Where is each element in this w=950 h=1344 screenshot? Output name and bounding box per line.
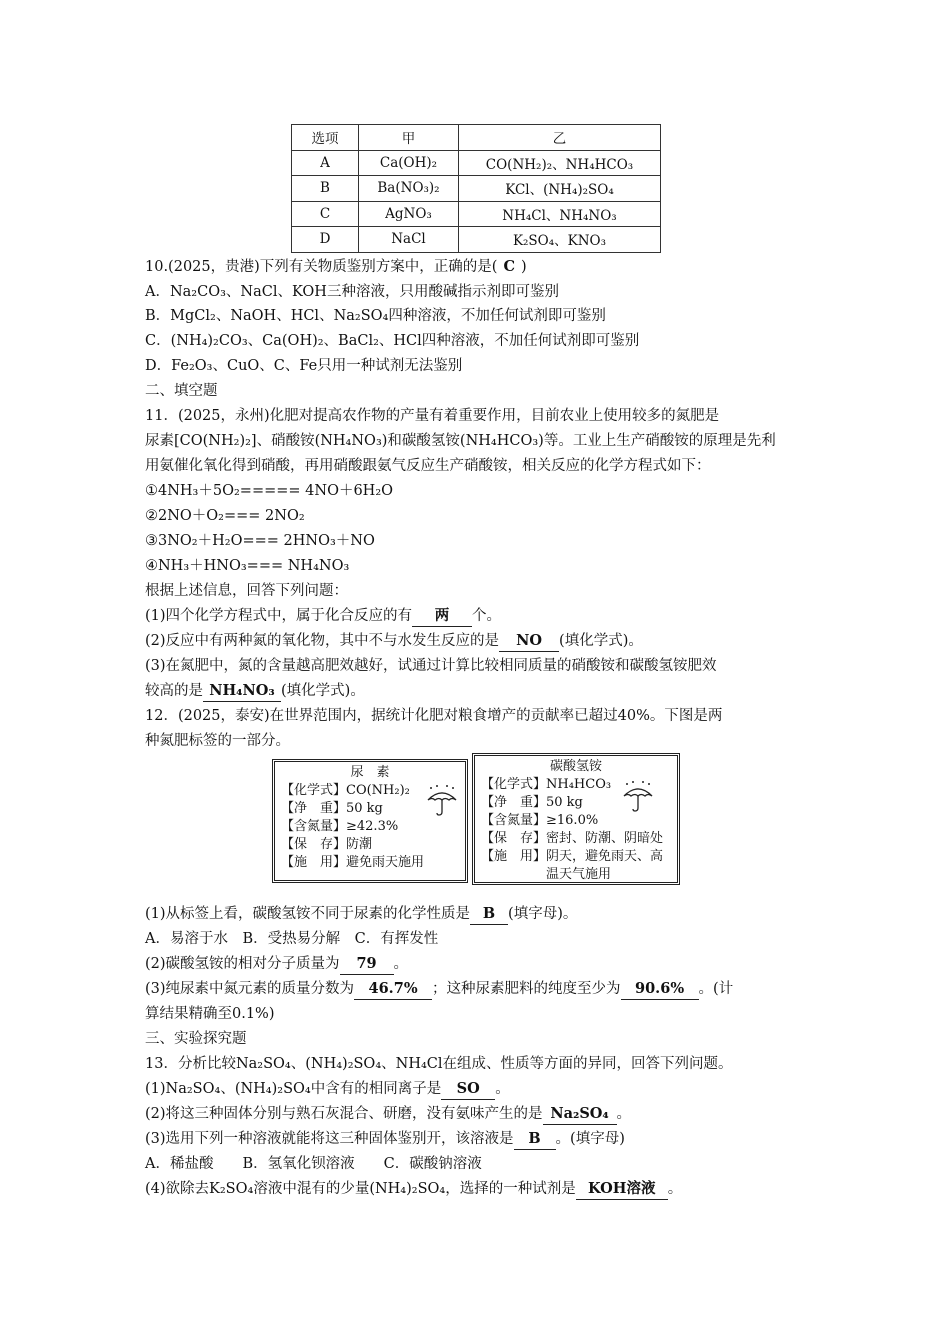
q12-part-3-post: 。(计 (698, 981, 734, 997)
q11-part-2-post: (填化学式)。 (559, 633, 643, 649)
q13-part-2-post: 。 (616, 1106, 632, 1122)
urea-label-row: 【化学式】CO(NH₂)₂ (281, 783, 410, 798)
table-cell: NaCl (359, 227, 459, 253)
q11-part-2 (145, 631, 643, 652)
q12-part-2-post: 。 (393, 956, 409, 972)
ammonium-bicarbonate-label-row: 【含氮量】≥16.0% (481, 813, 599, 828)
q10-option-d: D．Fe₂O₃、CuO、C、Fe只用一种试剂无法鉴别 (145, 358, 463, 374)
q13-part-4-text: (4)欲除去K₂SO₄溶液中混有的少量(NH₄)₂SO₄，选择的一种试剂是 (145, 1181, 576, 1197)
q10-stem (145, 257, 527, 277)
q13-part-3-post: 。(填字母) (555, 1131, 625, 1147)
q10-close: ) (520, 259, 527, 275)
q11-part-1 (145, 606, 501, 627)
table-header: 选项 (292, 125, 359, 151)
q12-part-3 (145, 979, 733, 1000)
table-cell: CO(NH₂)₂、NH₄HCO₃ (459, 150, 661, 176)
table-cell: Ca(OH)₂ (359, 150, 459, 176)
q11-part-1-post: 个。 (472, 608, 502, 624)
options-table (291, 124, 661, 253)
q12-part-2-answer: 79 (340, 954, 394, 975)
table-cell: Ba(NO₃)₂ (359, 176, 459, 202)
q11-intro: 根据上述信息，回答下列问题： (145, 583, 348, 599)
umbrella-rain-icon (621, 780, 655, 814)
umbrella-rain-icon (425, 784, 459, 818)
ammonium-bicarbonate-label-row: 【施 用】阴天，避免雨天、高 (481, 849, 664, 864)
q12-line-2: 种氮肥标签的一部分。 (145, 733, 290, 749)
q11-part-1-answer: 两 (412, 606, 472, 627)
ammonium-bicarbonate-label-row: 【化学式】NH₄HCO₃ (481, 777, 612, 792)
q11-part-3-post: (填化学式)。 (281, 683, 365, 699)
table-cell: C (292, 201, 359, 227)
table-header: 甲 (359, 125, 459, 151)
table-header: 乙 (459, 125, 661, 151)
q12-part-1 (145, 904, 577, 925)
q11-line-3: 用氨催化氧化得到硝酸，再用硝酸跟氨气反应生产硝酸铵，相关反应的化学方程式如下： (145, 458, 711, 474)
q13-part-2-text: (2)将这三种固体分别与熟石灰混合、研磨，没有氨味产生的是 (145, 1106, 543, 1122)
ammonium-bicarbonate-label-row: 【净 重】50 kg (481, 795, 583, 810)
q13-part-2-answer: Na₂SO₄ (543, 1104, 617, 1125)
q10-option-a: A．Na₂CO₃、NaCl、KOH三种溶液，只用酸碱指示剂即可鉴别 (145, 284, 559, 300)
table-cell: KCl、(NH₄)₂SO₄ (459, 176, 661, 202)
q13-part-1-post: 。 (495, 1081, 510, 1097)
section-fill-in-title: 二、填空题 (145, 383, 218, 399)
table-row (292, 201, 661, 227)
q11-part-3 (145, 681, 365, 702)
ammonium-bicarbonate-label-row: 【保 存】密封、防潮、阴暗处 (481, 831, 664, 846)
ammonium-bicarbonate-label (472, 753, 680, 885)
table-row (292, 176, 661, 202)
urea-label-row: 【含氮量】≥42.3% (281, 819, 399, 834)
q12-part-3-line-2: 算结果精确至0.1%) (145, 1006, 275, 1022)
q12-part-3-answer-1: 46.7% (354, 979, 432, 1000)
q12-part-1-post: (填字母)。 (508, 906, 578, 922)
urea-label-row: 【施 用】避免雨天施用 (281, 855, 425, 870)
q11-equation-2: ②2NO＋O₂=== 2NO₂ (145, 508, 305, 524)
q13-part-1-answer: SO (441, 1079, 495, 1100)
q13-part-4-answer: KOH溶液 (576, 1179, 668, 1200)
urea-label-row: 【净 重】50 kg (281, 801, 383, 816)
q13-stem: 13．分析比较Na₂SO₄、(NH₄)₂SO₄、NH₄Cl在组成、性质等方面的异同，回答下列问题。 (145, 1056, 733, 1072)
urea-label (272, 759, 468, 883)
table-cell: D (292, 227, 359, 253)
q13-part-3-answer: B (514, 1129, 556, 1150)
table-cell: K₂SO₄、KNO₃ (459, 227, 661, 253)
q10-answer: C (503, 258, 515, 275)
q12-part-3-answer-2: 90.6% (621, 979, 699, 1000)
q13-part-2 (145, 1104, 631, 1125)
table-header-row (292, 125, 661, 151)
table-cell: A (292, 150, 359, 176)
q12-part-3-text: (3)纯尿素中氮元素的质量分数为 (145, 981, 355, 997)
q12-part-2 (145, 954, 408, 975)
urea-label-title: 尿 素 (350, 765, 390, 780)
q11-equation-1: ①4NH₃＋5O₂===== 4NO＋6H₂O (145, 483, 394, 499)
q11-equation-4: ④NH₃＋HNO₃=== NH₄NO₃ (145, 558, 350, 574)
table-cell: AgNO₃ (359, 201, 459, 227)
q12-part-1-text: (1)从标签上看，碳酸氢铵不同于尿素的化学性质是 (145, 906, 471, 922)
q12-part-1-options: A．易溶于水 B．受热易分解 C．有挥发性 (145, 931, 439, 947)
q11-equation-3: ③3NO₂＋H₂O=== 2HNO₃＋NO (145, 533, 375, 549)
q12-part-2-text: (2)碳酸氢铵的相对分子质量为 (145, 956, 340, 972)
q12-part-1-answer: B (470, 904, 508, 925)
ammonium-bicarbonate-label-title: 碳酸氢铵 (549, 759, 602, 774)
q12-line-1: 12．(2025，泰安)在世界范围内，据统计化肥对粮食增产的贡献率已超过40%。下图是两 (145, 708, 723, 724)
q13-part-1-text: (1)Na₂SO₄、(NH₄)₂SO₄中含有的相同离子是 (145, 1081, 442, 1097)
q13-part-3-options: A．稀盐酸 B．氢氧化钡溶液 C．碳酸钠溶液 (145, 1156, 482, 1172)
q11-part-2-answer: NO (499, 631, 559, 652)
q10-option-c: C．(NH₄)₂CO₃、Ca(OH)₂、BaCl₂、HCl四种溶液，不加任何试剂即可鉴别 (145, 333, 640, 349)
q10-option-b: B．MgCl₂、NaOH、HCl、Na₂SO₄四种溶液，不加任何试剂即可鉴别 (145, 308, 606, 324)
table-cell: B (292, 176, 359, 202)
q13-part-4 (145, 1179, 682, 1200)
q11-part-1-text: (1)四个化学方程式中，属于化合反应的有 (145, 608, 413, 624)
q11-part-3-line-1: (3)在氮肥中，氮的含量越高肥效越好，试通过计算比较相同质量的硝酸铵和碳酸氢铵肥效 (145, 658, 717, 674)
urea-label-row: 【保 存】防潮 (281, 837, 373, 852)
q12-part-3-mid: ；这种尿素肥料的纯度至少为 (432, 981, 621, 997)
q13-part-1 (145, 1079, 510, 1100)
ammonium-bicarbonate-label-row: 温天气施用 (481, 867, 612, 882)
q11-part-2-text: (2)反应中有两种氮的氧化物，其中不与水发生反应的是 (145, 633, 500, 649)
section-experiment-title: 三、实验探究题 (145, 1031, 247, 1047)
q13-part-4-post: 。 (667, 1181, 683, 1197)
q10-stem-text: 10.(2025，贵港)下列有关物质鉴别方案中，正确的是( (145, 259, 498, 275)
table-cell: NH₄Cl、NH₄NO₃ (459, 201, 661, 227)
q11-part-3-answer: NH₄NO₃ (203, 681, 281, 702)
q13-part-3 (145, 1129, 625, 1150)
table-row (292, 227, 661, 253)
q11-line-2: 尿素[CO(NH₂)₂]、硝酸铵(NH₄NO₃)和碳酸氢铵(NH₄HCO₃)等。工业上生产硝酸铵的原理是先利 (145, 433, 776, 449)
q13-part-3-text: (3)选用下列一种溶液就能将这三种固体鉴别开，该溶液是 (145, 1131, 514, 1147)
table-row (292, 150, 661, 176)
q11-part-3-text: 较高的是 (145, 683, 203, 699)
q11-line-1: 11．(2025，永州)化肥对提高农作物的产量有着重要作用，目前农业上使用较多的氮肥是 (145, 408, 720, 424)
